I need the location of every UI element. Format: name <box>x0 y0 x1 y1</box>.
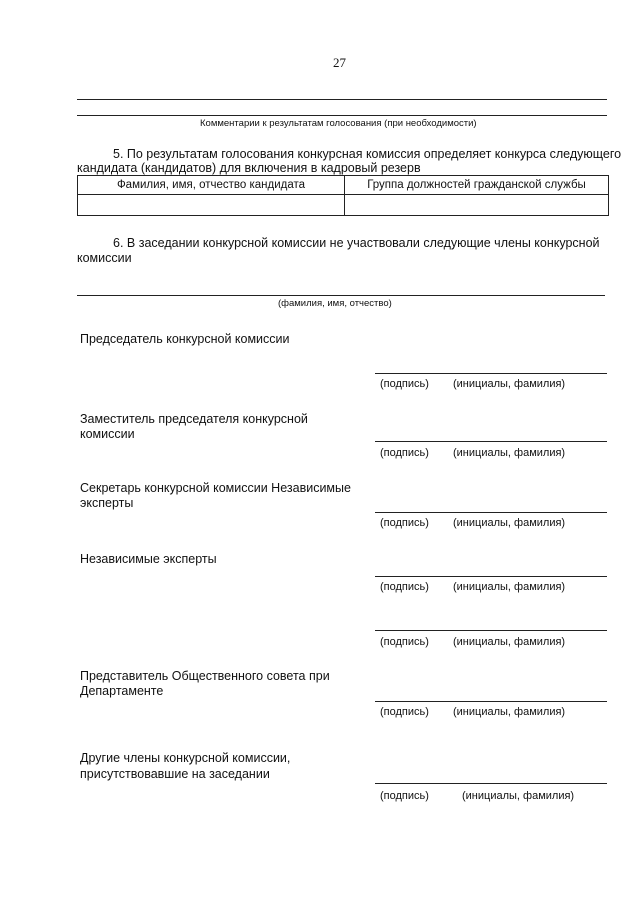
signature-caption: (подпись) <box>380 706 429 718</box>
section6-text-line2: комиссии <box>77 251 132 265</box>
signature-caption: (подпись) <box>380 636 429 648</box>
signature-line <box>375 783 607 784</box>
signature-caption: (подпись) <box>380 447 429 459</box>
table-header-row <box>78 176 609 195</box>
signature-line <box>375 701 607 702</box>
signer-public-council-label-line1: Представитель Общественного совета при <box>80 669 330 683</box>
absent-members-line <box>77 295 605 296</box>
initials-caption: (инициалы, фамилия) <box>453 581 566 593</box>
signer-secretary-label-line1: Секретарь конкурсной комиссии Независимые <box>80 481 351 495</box>
absent-members-caption: (фамилия, имя, отчество) <box>278 298 392 309</box>
signature-caption: (подпись) <box>380 581 429 593</box>
signature-line <box>375 576 607 577</box>
initials-caption: (инициалы, фамилия) <box>453 636 566 648</box>
table-cell <box>78 195 345 216</box>
signature-line <box>375 630 607 631</box>
signer-experts-label: Независимые эксперты <box>80 552 217 566</box>
initials-caption: (инициалы, фамилия) <box>453 706 566 718</box>
signature-line <box>375 512 607 513</box>
signer-deputy-label-line2: комиссии <box>80 427 135 441</box>
initials-caption: (инициалы, фамилия) <box>453 447 566 459</box>
signer-public-council-label-line2: Департаменте <box>80 684 164 698</box>
signer-other-members-label-line2: присутствовавшие на заседании <box>80 767 270 781</box>
table-header-cell: Группа должностей гражданской службы <box>345 176 609 195</box>
initials-caption: (инициалы, фамилия) <box>453 378 566 390</box>
signature-caption: (подпись) <box>380 517 429 529</box>
signer-chairman-label: Председатель конкурсной комиссии <box>80 332 290 346</box>
initials-caption: (инициалы, фамилия) <box>462 790 575 802</box>
section5-text-line2: кандидата (кандидатов) для включения в кадровый резерв <box>77 161 421 175</box>
initials-caption: (инициалы, фамилия) <box>453 517 566 529</box>
section6-text-line1: 6. В заседании конкурсной комиссии не участвовали следующие члены конкурсной <box>113 236 600 250</box>
page-number: 27 <box>333 55 346 70</box>
signature-line <box>375 373 607 374</box>
comment-line-2 <box>77 115 607 116</box>
table-row <box>78 195 609 216</box>
signature-line <box>375 441 607 442</box>
table-cell <box>345 195 609 216</box>
signature-caption: (подпись) <box>380 378 429 390</box>
signer-other-members-label-line1: Другие члены конкурсной комиссии, <box>80 751 291 765</box>
voting-comments-caption: Комментарии к результатам голосования (при необходимости) <box>200 118 477 129</box>
signer-deputy-label-line1: Заместитель председателя конкурсной <box>80 412 308 426</box>
signature-caption: (подпись) <box>380 790 429 802</box>
table-header-cell: Фамилия, имя, отчество кандидата <box>78 176 345 195</box>
comment-line-1 <box>77 99 607 100</box>
section5-text-line1: 5. По результатам голосования конкурсная комиссия определяет конкурса следующего <box>113 147 622 161</box>
candidate-table <box>77 175 609 216</box>
signer-secretary-label-line2: эксперты <box>80 496 134 510</box>
